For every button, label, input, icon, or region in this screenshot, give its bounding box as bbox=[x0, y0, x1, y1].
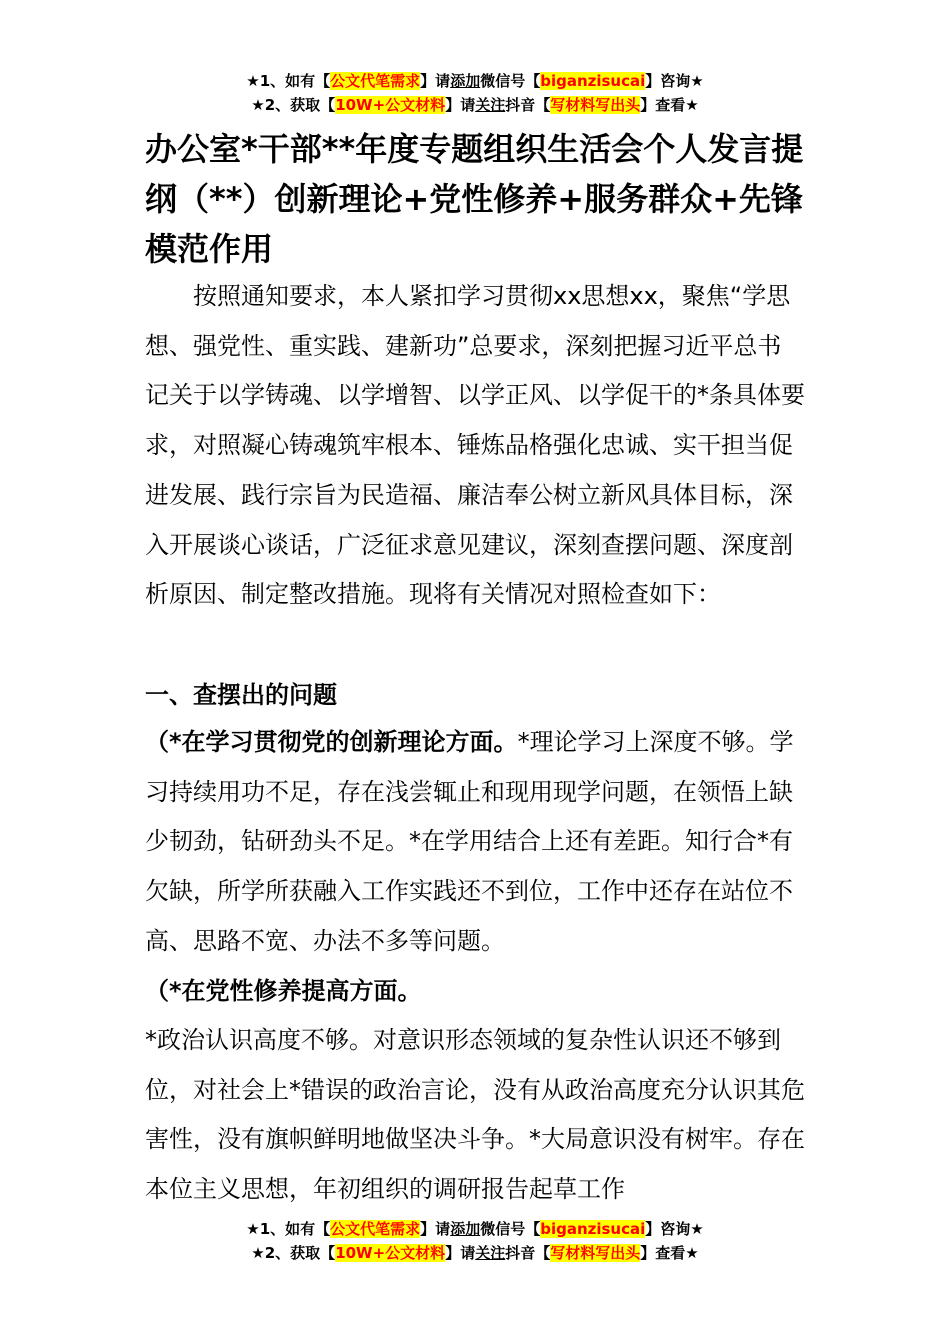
promo-line-top-1 bbox=[0, 70, 950, 92]
promo-text: 微信号【 bbox=[480, 1220, 541, 1238]
promo-text: 】请 bbox=[420, 1220, 451, 1238]
promo-highlight: 10W+公文材料 bbox=[335, 96, 446, 114]
subsection-heading-party-spirit: （*在党性修养提高方面。 bbox=[145, 977, 422, 1005]
promo-highlight: 写材料写出头 bbox=[550, 96, 641, 114]
promo-text: 微信号【 bbox=[480, 72, 541, 90]
promo-underlined: 添加 bbox=[450, 72, 481, 90]
promo-text: 】咨询★ bbox=[645, 1220, 704, 1238]
subsection-text-party-spirit: *政治认识高度不够。对意识形态领域的复杂性认识还不够到位，对社会上*错误的政治言论，没有从政治高度充分认识其危害性，没有旗帜鲜明地做坚决斗争。*大局意识没有树牢。存在本位主义思想，年初组织的调研报告起草工作 bbox=[145, 1026, 805, 1204]
promo-text: 】查看★ bbox=[640, 1244, 699, 1262]
subsection-theory bbox=[145, 718, 805, 967]
document-title: 办公室*干部**年度专题组织生活会个人发言提纲（**）创新理论+党性修养+服务群众+先锋模范作用 bbox=[145, 130, 804, 268]
promo-text: 】请 bbox=[445, 1244, 476, 1262]
promo-text: ★2、获取【 bbox=[251, 1244, 336, 1262]
promo-line-top-2 bbox=[0, 94, 950, 116]
section-heading-problems: 一、查摆出的问题 bbox=[145, 681, 337, 709]
promo-text: 】咨询★ bbox=[645, 72, 704, 90]
promo-highlight: 公文代笔需求 bbox=[330, 72, 421, 90]
promo-text: 】查看★ bbox=[640, 96, 699, 114]
promo-text: ★1、如有【 bbox=[246, 1220, 331, 1238]
promo-line-bottom-1 bbox=[0, 1218, 950, 1240]
promo-text: 抖音【 bbox=[505, 1244, 551, 1262]
subsection-text-theory: *理论学习上深度不够。学习持续用功不足，存在浅尝辄止和现用现学问题，在领悟上缺少韧劲，钻研劲头不足。*在学用结合上还有差距。知行合*有欠缺，所学所获融入工作实践还不到位，工作中还存在站位不高、思路不宽、办法不多等问题。 bbox=[145, 728, 794, 955]
promo-text: 】请 bbox=[420, 72, 451, 90]
promo-highlight: biganzisucai bbox=[540, 1220, 646, 1238]
promo-underlined: 关注 bbox=[475, 96, 506, 114]
promo-highlight: biganzisucai bbox=[540, 72, 646, 90]
promo-text: ★2、获取【 bbox=[251, 96, 336, 114]
promo-text: 】请 bbox=[445, 96, 476, 114]
promo-line-bottom-2 bbox=[0, 1242, 950, 1264]
promo-text: 抖音【 bbox=[505, 96, 551, 114]
intro-paragraph: 按照通知要求，本人紧扣学习贯彻xx思想xx，聚焦“学思想、强党性、重实践、建新功”总要求，深刻把握习近平总书记关于以学铸魂、以学增智、以学正风、以学促干的*条具体要求，对照凝心铸魂筑牢根本、锤炼品格强化忠诚、实干担当促进发展、践行宗旨为民造福、廉洁奉公树立新风具体目标，深入开展谈心谈话，广泛征求意见建议，深刻查摆问题、深度剖析原因、制定整改措施。现将有关情况对照检查如下： bbox=[145, 282, 805, 609]
promo-highlight: 公文代笔需求 bbox=[330, 1220, 421, 1238]
promo-highlight: 10W+公文材料 bbox=[335, 1244, 446, 1262]
promo-underlined: 添加 bbox=[450, 1220, 481, 1238]
promo-underlined: 关注 bbox=[475, 1244, 506, 1262]
subsection-heading-theory: （*在学习贯彻党的创新理论方面。 bbox=[145, 728, 518, 756]
promo-text: ★1、如有【 bbox=[246, 72, 331, 90]
promo-highlight: 写材料写出头 bbox=[550, 1244, 641, 1262]
